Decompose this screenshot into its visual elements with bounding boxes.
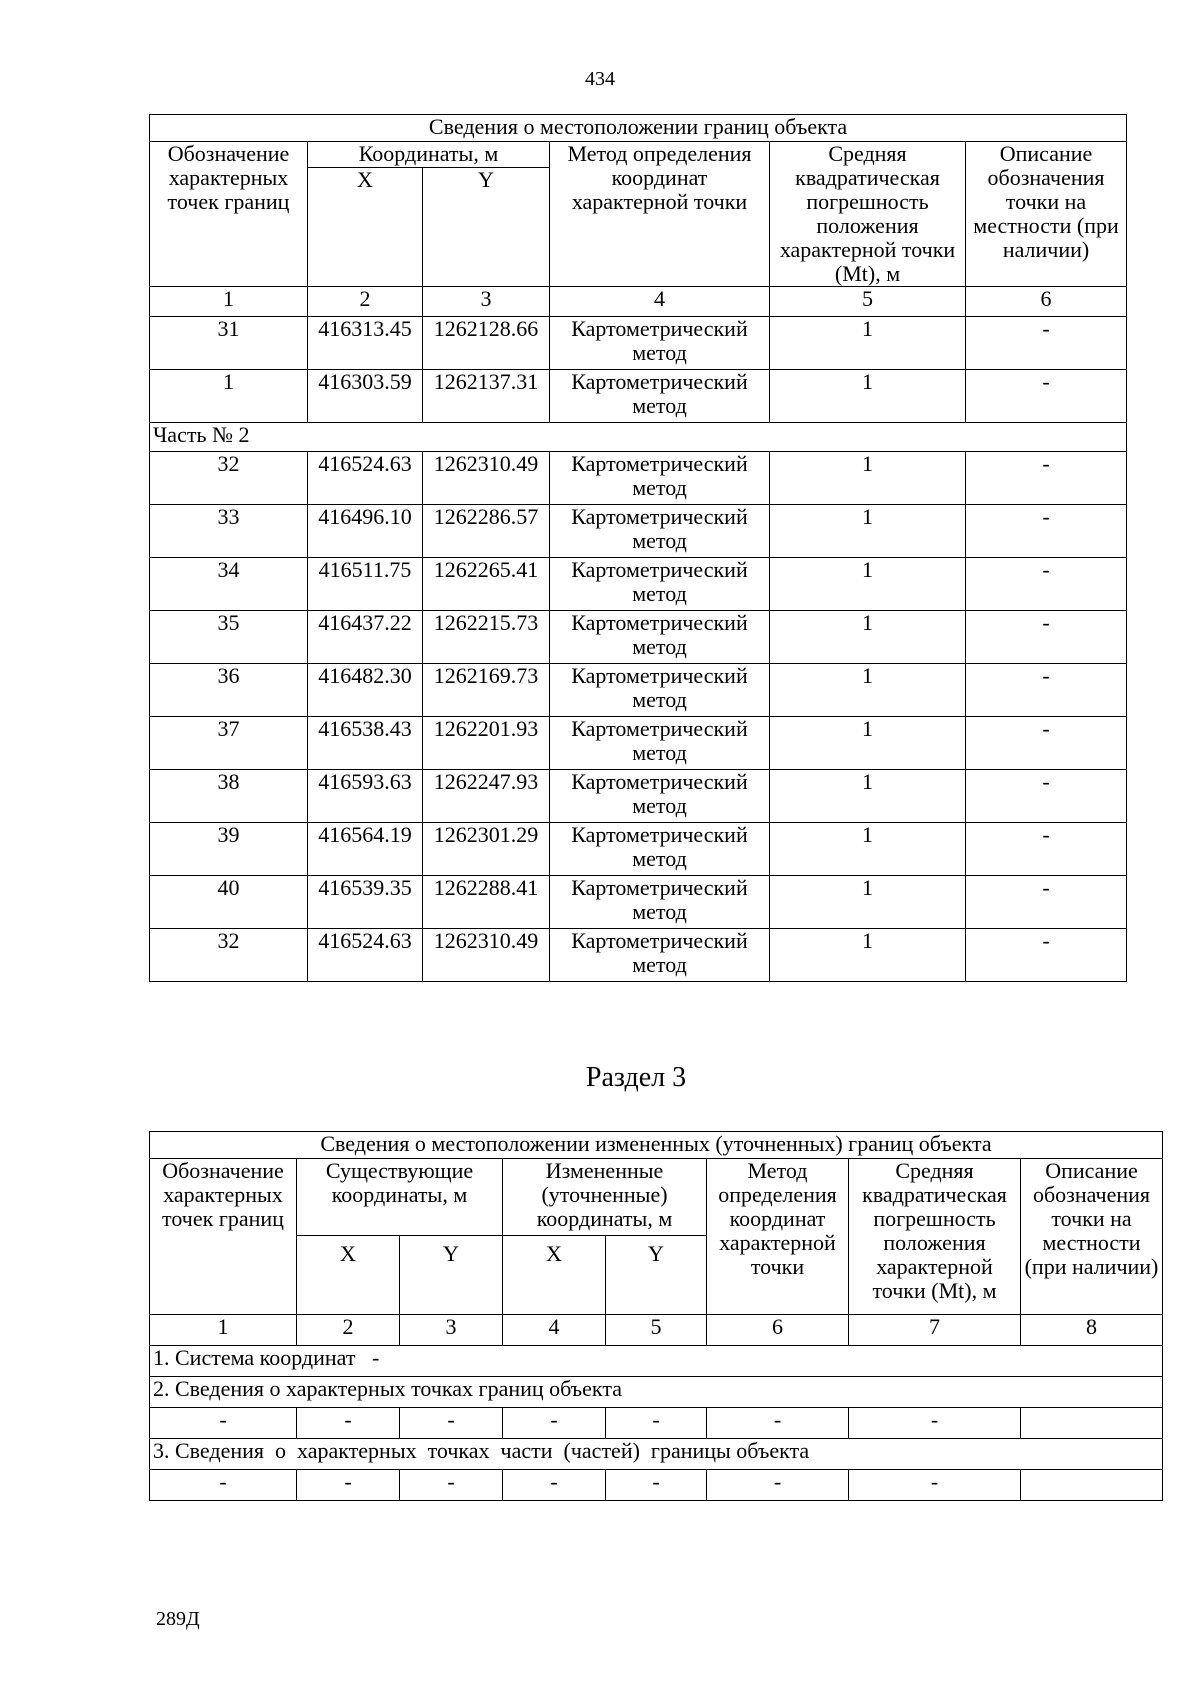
- table-cell: 1262310.49: [423, 929, 550, 982]
- table-cell: -: [400, 1470, 503, 1501]
- col-number: 5: [606, 1315, 707, 1346]
- table-cell: 1: [770, 717, 966, 770]
- table-cell: 1262288.41: [423, 876, 550, 929]
- table-cell: 1: [770, 823, 966, 876]
- table-cell: 1262169.73: [423, 664, 550, 717]
- table-cell: 1: [150, 370, 308, 423]
- table-cell: Картометрический метод: [550, 452, 770, 505]
- table-cell: -: [503, 1470, 606, 1501]
- col-number: 1: [150, 1315, 297, 1346]
- table-cell: Картометрический метод: [550, 876, 770, 929]
- table-cell: 39: [150, 823, 308, 876]
- header-changed: Измененные (уточненные) координаты, м: [503, 1159, 707, 1236]
- section-line-row: [150, 1377, 1163, 1408]
- col-number: 3: [423, 287, 550, 317]
- table-cell: 416496.10: [308, 505, 423, 558]
- table-cell: 1: [770, 558, 966, 611]
- table-cell: -: [606, 1470, 707, 1501]
- table-cell: 416524.63: [308, 452, 423, 505]
- table-cell: -: [150, 1408, 297, 1439]
- table-cell: -: [606, 1408, 707, 1439]
- table-cell: Картометрический метод: [550, 611, 770, 664]
- table-cell: 1: [770, 929, 966, 982]
- table-cell: 1: [770, 370, 966, 423]
- header-error: Средняя квадратическая погрешность положения характерной точки (Mt), м: [770, 142, 966, 287]
- header-existing: Существующие координаты, м: [297, 1159, 503, 1236]
- table-cell: 1262215.73: [423, 611, 550, 664]
- header-x: X: [297, 1236, 400, 1315]
- table-cell: -: [966, 558, 1127, 611]
- table-cell: 1: [770, 317, 966, 370]
- col-number: 8: [1021, 1315, 1163, 1346]
- table-row: [150, 558, 1127, 611]
- col-number: 4: [550, 287, 770, 317]
- col-number: 2: [297, 1315, 400, 1346]
- table-cell: 1262201.93: [423, 717, 550, 770]
- table-cell: -: [503, 1408, 606, 1439]
- table-row: [150, 664, 1127, 717]
- header-x: X: [503, 1236, 606, 1315]
- table-cell: -: [400, 1408, 503, 1439]
- table-cell: 1: [770, 876, 966, 929]
- col-number: 5: [770, 287, 966, 317]
- changed-boundary-table: [149, 1131, 1163, 1501]
- table-cell: 416482.30: [308, 664, 423, 717]
- table-cell: -: [966, 717, 1127, 770]
- table-cell: 32: [150, 452, 308, 505]
- header-row: [150, 1159, 1163, 1236]
- table-cell: 416303.59: [308, 370, 423, 423]
- part-points-line: 3. Сведения о характерных точках части (частей) границы объекта: [150, 1439, 1163, 1470]
- header-point: Обозначение характерных точек границ: [150, 142, 308, 287]
- coordinate-system-line: 1. Система координат -: [150, 1346, 1163, 1377]
- table-row: [150, 452, 1127, 505]
- table-cell: 35: [150, 611, 308, 664]
- table-cell: 416524.63: [308, 929, 423, 982]
- table-cell: -: [966, 664, 1127, 717]
- table-cell: [1021, 1408, 1163, 1439]
- table-cell: 37: [150, 717, 308, 770]
- table-cell: -: [966, 876, 1127, 929]
- table-cell: -: [966, 929, 1127, 982]
- table-cell: -: [966, 370, 1127, 423]
- table-cell: -: [707, 1470, 849, 1501]
- table-cell: 1262128.66: [423, 317, 550, 370]
- table-cell: -: [849, 1408, 1021, 1439]
- table-cell: 1: [770, 452, 966, 505]
- table-cell: -: [966, 505, 1127, 558]
- col-number: 1: [150, 287, 308, 317]
- table-cell: -: [707, 1408, 849, 1439]
- table-cell: -: [966, 317, 1127, 370]
- table-cell: Картометрический метод: [550, 664, 770, 717]
- table-cell: 416511.75: [308, 558, 423, 611]
- table-cell: 34: [150, 558, 308, 611]
- table-cell: 416313.45: [308, 317, 423, 370]
- table-row: [150, 876, 1127, 929]
- table-cell: -: [966, 823, 1127, 876]
- table-cell: Картометрический метод: [550, 717, 770, 770]
- table-title-row: [150, 1132, 1163, 1159]
- table-title-row: [150, 115, 1127, 142]
- table-cell: Картометрический метод: [550, 770, 770, 823]
- header-error: Средняя квадратическая погрешность положения характерной точки (Mt), м: [849, 1159, 1021, 1315]
- table-cell: [1021, 1470, 1163, 1501]
- table-cell: 416564.19: [308, 823, 423, 876]
- table-row: [150, 770, 1127, 823]
- header-method: Метод определения координат характерной точки: [550, 142, 770, 287]
- table-row: [150, 505, 1127, 558]
- table-cell: -: [150, 1470, 297, 1501]
- part-row: [150, 423, 1127, 452]
- part-label: Часть № 2: [150, 423, 1127, 452]
- table-row: [150, 317, 1127, 370]
- section-title: Раздел 3: [585, 1062, 687, 1093]
- table-cell: 1262286.57: [423, 505, 550, 558]
- table-cell: Картометрический метод: [550, 929, 770, 982]
- table-row: [150, 717, 1127, 770]
- header-row: [150, 142, 1127, 168]
- dash-row: [150, 1408, 1163, 1439]
- table-cell: Картометрический метод: [550, 317, 770, 370]
- table-cell: -: [966, 452, 1127, 505]
- col-number: 6: [707, 1315, 849, 1346]
- table-cell: 416538.43: [308, 717, 423, 770]
- table-cell: 40: [150, 876, 308, 929]
- table-cell: -: [849, 1470, 1021, 1501]
- header-y: Y: [400, 1236, 503, 1315]
- header-method: Метод определения координат характерной точки: [707, 1159, 849, 1315]
- table-cell: 1262265.41: [423, 558, 550, 611]
- column-numbers-row: [150, 1315, 1163, 1346]
- dash-row: [150, 1470, 1163, 1501]
- col-number: 7: [849, 1315, 1021, 1346]
- table-cell: 1262137.31: [423, 370, 550, 423]
- header-desc: Описание обозначения точки на местности (при наличии): [1021, 1159, 1163, 1315]
- table-cell: 1: [770, 611, 966, 664]
- table-row: [150, 370, 1127, 423]
- table-cell: 38: [150, 770, 308, 823]
- header-desc: Описание обозначения точки на местности (при наличии): [966, 142, 1127, 287]
- table-row: [150, 929, 1127, 982]
- table-cell: Картометрический метод: [550, 370, 770, 423]
- table-cell: -: [966, 770, 1127, 823]
- table-cell: 36: [150, 664, 308, 717]
- table-cell: 1262247.93: [423, 770, 550, 823]
- col-number: 3: [400, 1315, 503, 1346]
- header-x: X: [308, 167, 423, 286]
- table-cell: 31: [150, 317, 308, 370]
- table-cell: 1262310.49: [423, 452, 550, 505]
- col-number: 6: [966, 287, 1127, 317]
- header-coords: Координаты, м: [308, 142, 550, 168]
- table-cell: 1262301.29: [423, 823, 550, 876]
- table-cell: 416437.22: [308, 611, 423, 664]
- table-cell: Картометрический метод: [550, 823, 770, 876]
- footer-code: 289Д: [156, 1608, 200, 1630]
- table-cell: 1: [770, 770, 966, 823]
- table-row: [150, 823, 1127, 876]
- boundary-points-line: 2. Сведения о характерных точках границ объекта: [150, 1377, 1163, 1408]
- section-line-row: [150, 1346, 1163, 1377]
- col-number: 2: [308, 287, 423, 317]
- table-cell: 33: [150, 505, 308, 558]
- table-cell: -: [297, 1470, 400, 1501]
- header-y: Y: [606, 1236, 707, 1315]
- table-cell: 416539.35: [308, 876, 423, 929]
- section-line-row: [150, 1439, 1163, 1470]
- table-row: [150, 611, 1127, 664]
- table-cell: 1: [770, 664, 966, 717]
- table-title: Сведения о местоположении измененных (уточненных) границ объекта: [150, 1132, 1163, 1159]
- column-numbers-row: [150, 287, 1127, 317]
- table-cell: Картометрический метод: [550, 558, 770, 611]
- table-cell: 1: [770, 505, 966, 558]
- boundary-table: [149, 114, 1127, 982]
- table-cell: Картометрический метод: [550, 505, 770, 558]
- table-title: Сведения о местоположении границ объекта: [150, 115, 1127, 142]
- table-cell: -: [966, 611, 1127, 664]
- header-y: Y: [423, 167, 550, 286]
- table-cell: 32: [150, 929, 308, 982]
- table-cell: 416593.63: [308, 770, 423, 823]
- table-cell: -: [297, 1408, 400, 1439]
- header-point: Обозначение характерных точек границ: [150, 1159, 297, 1315]
- page-number: 434: [585, 68, 615, 90]
- col-number: 4: [503, 1315, 606, 1346]
